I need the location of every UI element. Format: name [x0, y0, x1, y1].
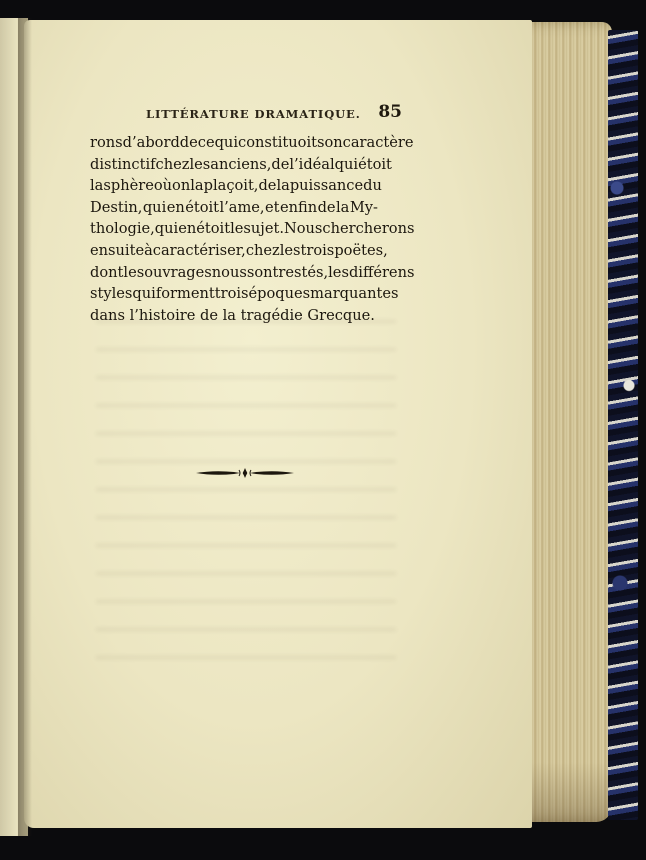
fleuron-rule-icon: [194, 466, 296, 480]
body-text: [90, 132, 415, 326]
text-line: dans l’histoire de la tragédie Grecque.: [90, 306, 375, 324]
running-title: LITTÉRATURE DRAMATIQUE.: [146, 107, 361, 121]
gutter-shadow: [18, 18, 32, 836]
show-through-text: [96, 320, 396, 670]
running-head: [146, 104, 402, 124]
text-line: la sphère où on la plaçoit, de la puissance du: [90, 177, 382, 195]
marbled-cover-edge: [608, 30, 638, 820]
text-line: styles qui forment trois époques marquantes: [90, 285, 399, 303]
page-number: 85: [378, 102, 402, 122]
text-line: Destin, qui en étoit l’ame, et enfin de la My-: [90, 198, 378, 216]
text-line: thologie, qui en étoit le sujet. Nous chercherons: [90, 220, 415, 238]
text-line: rons d’abord de ce qui constituoit son caractère: [90, 134, 414, 151]
text-line: dont les ouvrages nous sont restés, les différens: [90, 263, 415, 281]
text-line: distinctif chez les anciens, de l’idéal qui étoit: [90, 155, 392, 173]
text-line: ensuite à caractériser, chez les trois poëtes,: [90, 241, 388, 259]
